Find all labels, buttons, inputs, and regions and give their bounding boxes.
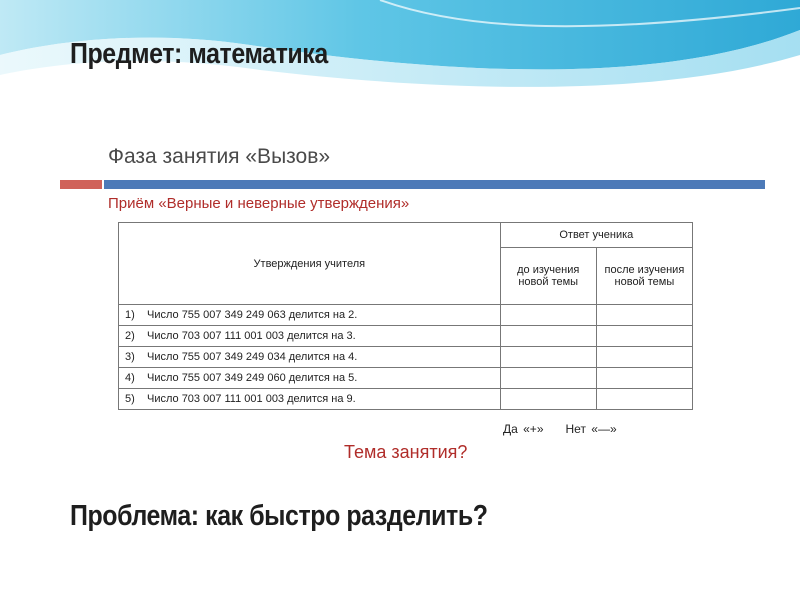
- topic-question: Тема занятия?: [344, 442, 468, 462]
- problem-statement: Проблема: как быстро разделить?: [70, 500, 488, 532]
- answer-after-cell: [596, 347, 692, 368]
- answer-before-cell: [500, 368, 596, 389]
- statement-text: Число 703 007 111 001 003 делится на 3.: [147, 330, 356, 342]
- divider-blue: [104, 180, 765, 189]
- header-statements: Утверждения учителя: [119, 223, 501, 305]
- statement-cell: [119, 326, 501, 347]
- statement-cell: [119, 389, 501, 410]
- table-row: [119, 389, 693, 410]
- table-row: [119, 305, 693, 326]
- table-row: [119, 347, 693, 368]
- row-number: 5): [125, 393, 135, 405]
- phase-title: Фаза занятия «Вызов»: [108, 145, 331, 168]
- answer-legend: [503, 422, 639, 436]
- answer-before-cell: [500, 305, 596, 326]
- row-number: 2): [125, 330, 135, 342]
- row-number: 4): [125, 372, 135, 384]
- row-number: 3): [125, 351, 135, 363]
- answer-after-cell: [596, 326, 692, 347]
- header-before: до изучения новой темы: [500, 248, 596, 305]
- answer-before-cell: [500, 326, 596, 347]
- statement-cell: [119, 347, 501, 368]
- subject-title: Предмет: математика: [70, 38, 328, 70]
- statement-text: Число 703 007 111 001 003 делится на 9.: [147, 393, 356, 405]
- table-row: [119, 368, 693, 389]
- table-row: [119, 326, 693, 347]
- statement-text: Число 755 007 349 249 034 делится на 4.: [147, 351, 358, 363]
- row-number: 1): [125, 309, 135, 321]
- statements-table: [118, 222, 693, 410]
- statement-cell: [119, 305, 501, 326]
- statement-text: Число 755 007 349 249 060 делится на 5.: [147, 372, 358, 384]
- divider-red: [60, 180, 102, 189]
- answer-after-cell: [596, 389, 692, 410]
- statement-text: Число 755 007 349 249 063 делится на 2.: [147, 309, 358, 321]
- answer-after-cell: [596, 368, 692, 389]
- lesson-slide-image: [60, 105, 765, 495]
- answer-before-cell: [500, 389, 596, 410]
- legend-no: Нет «—»: [565, 422, 617, 436]
- answer-after-cell: [596, 305, 692, 326]
- legend-yes: Да «+»: [503, 422, 544, 436]
- header-after: после изучения новой темы: [596, 248, 692, 305]
- answer-before-cell: [500, 347, 596, 368]
- statement-cell: [119, 368, 501, 389]
- header-answer: Ответ ученика: [500, 223, 692, 248]
- method-title: Приём «Верные и неверные утверждения»: [108, 195, 410, 212]
